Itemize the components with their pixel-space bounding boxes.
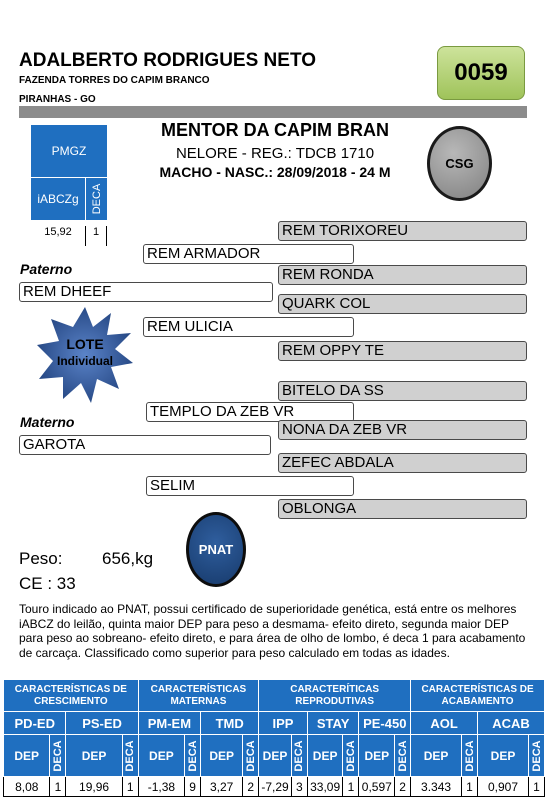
csg-seal: CSG xyxy=(427,126,492,201)
trait-name: TMD xyxy=(201,712,259,735)
iabczg-value: 15,92 xyxy=(44,226,72,238)
dep-header: DEP xyxy=(138,735,184,777)
trait-name: PD-ED xyxy=(4,712,66,735)
peso-label: Peso: xyxy=(19,549,63,568)
dep-value: 3.343 xyxy=(411,777,462,797)
pedigree-sire-sire-dam: REM RONDA xyxy=(278,265,527,285)
trait-name: PM-EM xyxy=(138,712,200,735)
ce-label: CE : 33 xyxy=(19,574,76,593)
pmgz-label: PMGZ xyxy=(31,125,107,177)
pnat-seal: PNAT xyxy=(186,512,246,587)
dep-header: DEP xyxy=(4,735,50,777)
dep-value: -1,38 xyxy=(138,777,184,797)
dep-value: 33,09 xyxy=(307,777,343,797)
dep-header: DEP xyxy=(66,735,122,777)
group-crescimento: CARACTERÍSTICAS DE CRESCIMENTO xyxy=(4,680,139,712)
deca-value: 1 xyxy=(50,777,66,797)
trait-name: PS-ED xyxy=(66,712,138,735)
index-deca-value: 1 xyxy=(85,226,107,246)
deca-header xyxy=(185,735,201,777)
lot-number-badge: 0059 xyxy=(437,46,525,100)
animal-name: MENTOR DA CAPIM BRAN xyxy=(161,120,389,140)
lote-line2: Individual xyxy=(56,354,113,368)
deca-value: 1 xyxy=(462,777,478,797)
dep-value: 8,08 xyxy=(4,777,50,797)
pedigree-dam-sire-dam: NONA DA ZEB VR xyxy=(278,420,527,440)
deca-header-text: DECA xyxy=(293,739,306,772)
animal-registration: NELORE - REG.: TDCB 1710 xyxy=(175,145,375,162)
pedigree-sire-dam-dam: REM OPPY TE xyxy=(278,341,527,361)
dep-header: DEP xyxy=(201,735,243,777)
owner-name: ADALBERTO RODRIGUES NETO xyxy=(19,50,316,71)
pedigree-dam-dam-dam: OBLONGA xyxy=(278,499,527,519)
dep-header: DEP xyxy=(259,735,292,777)
lote-line1: LOTE xyxy=(66,336,104,352)
group-maternas: CARACTERÍSTICAS MATERNAS xyxy=(138,680,259,712)
peso-value: 656,kg xyxy=(102,549,154,568)
deca-value: 1 xyxy=(122,777,138,797)
description-text: Touro indicado ao PNAT, possui certificado de superioridade genética, está entre os melhores iABCZ do leilão, quinta maior DEP para peso a desmama- efeito direto, segunda maior DEP para peso ao sobreano- efeito direto, e para área de olho de lombo, é deca 1 para acabamento de carcaça. Classificado como superior para peso calculado em todas as idades. xyxy=(19,602,526,660)
deca-header xyxy=(462,735,478,777)
deca-header xyxy=(343,735,359,777)
farm-city: PIRANHAS - GO xyxy=(19,94,96,105)
deca-value: 9 xyxy=(185,777,201,797)
index-deca-label xyxy=(85,177,107,220)
pedigree-dam-dam: SELIM xyxy=(146,476,354,496)
trait-name: STAY xyxy=(307,712,359,735)
dep-value: 0,907 xyxy=(478,777,529,797)
trait-name: PE-450 xyxy=(359,712,411,735)
deca-value: 2 xyxy=(395,777,411,797)
deca-header xyxy=(50,735,66,777)
group-acabamento: CARACTERÍSTICAS DE ACABAMENTO xyxy=(411,680,545,712)
index-deca-text: DECA xyxy=(90,183,103,215)
iabczg-label: iABCZg xyxy=(31,177,85,220)
deca-value: 2 xyxy=(243,777,259,797)
deca-header-text: DECA xyxy=(186,739,199,772)
pedigree-dam-sire-sire: BITELO DA SS xyxy=(278,381,527,401)
dep-value: -7,29 xyxy=(259,777,292,797)
deca-header-text: DECA xyxy=(396,739,409,772)
traits-table xyxy=(3,679,545,797)
dep-value: 19,96 xyxy=(66,777,122,797)
dep-value: 3,27 xyxy=(201,777,243,797)
dep-header: DEP xyxy=(411,735,462,777)
pedigree-dam: GAROTA xyxy=(19,435,271,455)
pedigree-dam-dam-sire: ZEFEC ABDALA xyxy=(278,453,527,473)
pedigree-sire-sire-sire: REM TORIXOREU xyxy=(278,221,527,241)
lote-badge-text xyxy=(35,336,135,370)
deca-header-text: DECA xyxy=(344,739,357,772)
paterno-label: Paterno xyxy=(20,261,73,277)
deca-value: 1 xyxy=(529,777,545,797)
deca-header xyxy=(122,735,138,777)
deca-header-text: DECA xyxy=(244,739,257,772)
dep-header: DEP xyxy=(307,735,343,777)
dep-value: 0,597 xyxy=(359,777,395,797)
group-reprodutivas: CARACTERÍTICAS REPRODUTIVAS xyxy=(259,680,411,712)
trait-name: ACAB xyxy=(478,712,545,735)
deca-header xyxy=(291,735,307,777)
header-divider xyxy=(19,106,527,118)
dep-header: DEP xyxy=(478,735,529,777)
materno-label: Materno xyxy=(20,414,75,430)
trait-name: IPP xyxy=(259,712,308,735)
deca-header-text: DECA xyxy=(530,739,543,772)
deca-header xyxy=(243,735,259,777)
deca-header xyxy=(529,735,545,777)
pedigree-sire: REM DHEEF xyxy=(19,282,273,302)
deca-header-text: DECA xyxy=(124,739,137,772)
pedigree-sire-dam-sire: QUARK COL xyxy=(278,294,527,314)
deca-header xyxy=(395,735,411,777)
animal-sex-birth: MACHO - NASC.: 28/09/2018 - 24 M xyxy=(159,164,391,180)
pedigree-sire-dam: REM ULICIA xyxy=(143,317,354,337)
farm-name: FAZENDA TORRES DO CAPIM BRANCO xyxy=(19,75,210,86)
dep-header: DEP xyxy=(359,735,395,777)
deca-value: 3 xyxy=(291,777,307,797)
pedigree-dam-sire: TEMPLO DA ZEB VR xyxy=(146,402,354,422)
deca-header-text: DECA xyxy=(51,739,64,772)
deca-value: 1 xyxy=(343,777,359,797)
pedigree-sire-sire: REM ARMADOR xyxy=(143,244,354,264)
deca-header-text: DECA xyxy=(463,739,476,772)
trait-name: AOL xyxy=(411,712,478,735)
